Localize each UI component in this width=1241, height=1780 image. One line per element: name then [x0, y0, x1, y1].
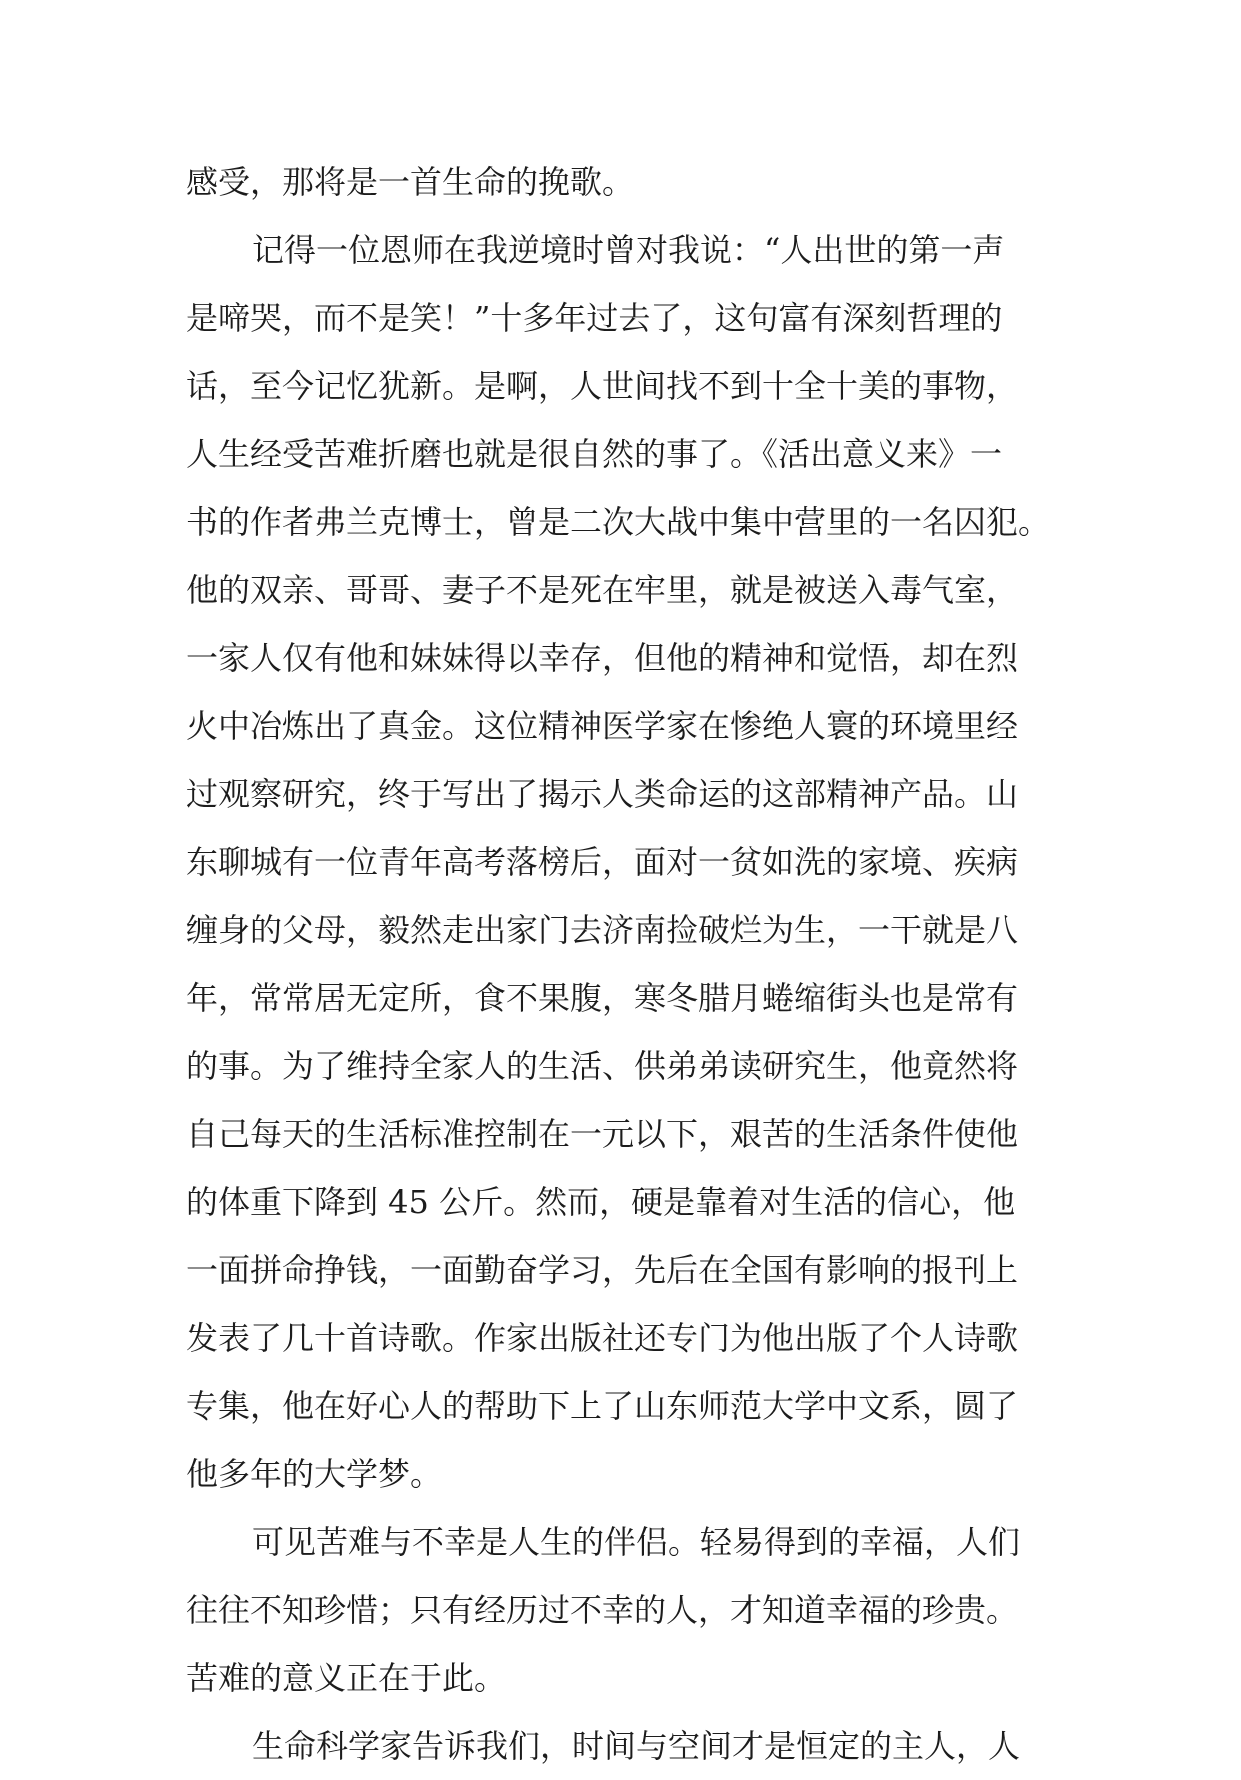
text-line: 的体重下降到 45 公斤。然而，硬是靠着对生活的信心，他 [186, 1183, 1016, 1221]
text-line: 他多年的大学梦。 [186, 1455, 443, 1493]
text-line: 苦难的意义正在于此。 [186, 1659, 507, 1697]
text-line: 往往不知珍惜；只有经历过不幸的人，才知道幸福的珍贵。 [186, 1591, 1019, 1629]
paragraph [186, 1712, 1066, 1780]
text-line: 东聊城有一位青年高考落榜后，面对一贫如洗的家境、疾病 [186, 843, 1019, 881]
text-line: 缠身的父母，毅然走出家门去济南捡破烂为生，一干就是八 [186, 911, 1019, 949]
paragraph [186, 148, 1066, 216]
text-line: 专集，他在好心人的帮助下上了山东师范大学中文系，圆了 [186, 1387, 1019, 1425]
text-line: 感受，那将是一首生命的挽歌。 [186, 163, 635, 201]
document-body [186, 148, 1066, 1780]
paragraph [186, 1508, 1066, 1712]
text-line: 书的作者弗兰克博士，曾是二次大战中集中营里的一名囚犯。 [186, 503, 1051, 541]
text-line: 过观察研究，终于写出了揭示人类命运的这部精神产品。山 [186, 775, 1019, 813]
text-line: 人生经受苦难折磨也就是很自然的事了。《活出意义来》一 [186, 435, 1003, 473]
text-line: 一面拼命挣钱，一面勤奋学习，先后在全国有影响的报刊上 [186, 1251, 1019, 1289]
text-line: 可见苦难与不幸是人生的伴侣。轻易得到的幸福，人们 [252, 1523, 1021, 1561]
text-line: 发表了几十首诗歌。作家出版社还专门为他出版了个人诗歌 [186, 1319, 1019, 1357]
text-line: 话，至今记忆犹新。是啊，人世间找不到十全十美的事物， [186, 367, 1019, 405]
text-line: 火中冶炼出了真金。这位精神医学家在惨绝人寰的环境里经 [186, 707, 1019, 745]
text-line: 生命科学家告诉我们，时间与空间才是恒定的主人，人 [252, 1727, 1021, 1765]
text-line: 年，常常居无定所，食不果腹，寒冬腊月蜷缩街头也是常有 [186, 979, 1019, 1017]
text-line: 的事。为了维持全家人的生活、供弟弟读研究生，他竟然将 [186, 1047, 1019, 1085]
text-line: 他的双亲、哥哥、妻子不是死在牢里，就是被送入毒气室， [186, 571, 1019, 609]
text-line: 自己每天的生活标准控制在一元以下，艰苦的生活条件使他 [186, 1115, 1019, 1153]
text-line: 记得一位恩师在我逆境时曾对我说：“人出世的第一声 [252, 231, 1005, 269]
paragraph [186, 216, 1066, 1508]
text-line: 是啼哭，而不是笑！”十多年过去了，这句富有深刻哲理的 [186, 299, 1003, 337]
text-line: 一家人仅有他和妹妹得以幸存，但他的精神和觉悟，却在烈 [186, 639, 1019, 677]
